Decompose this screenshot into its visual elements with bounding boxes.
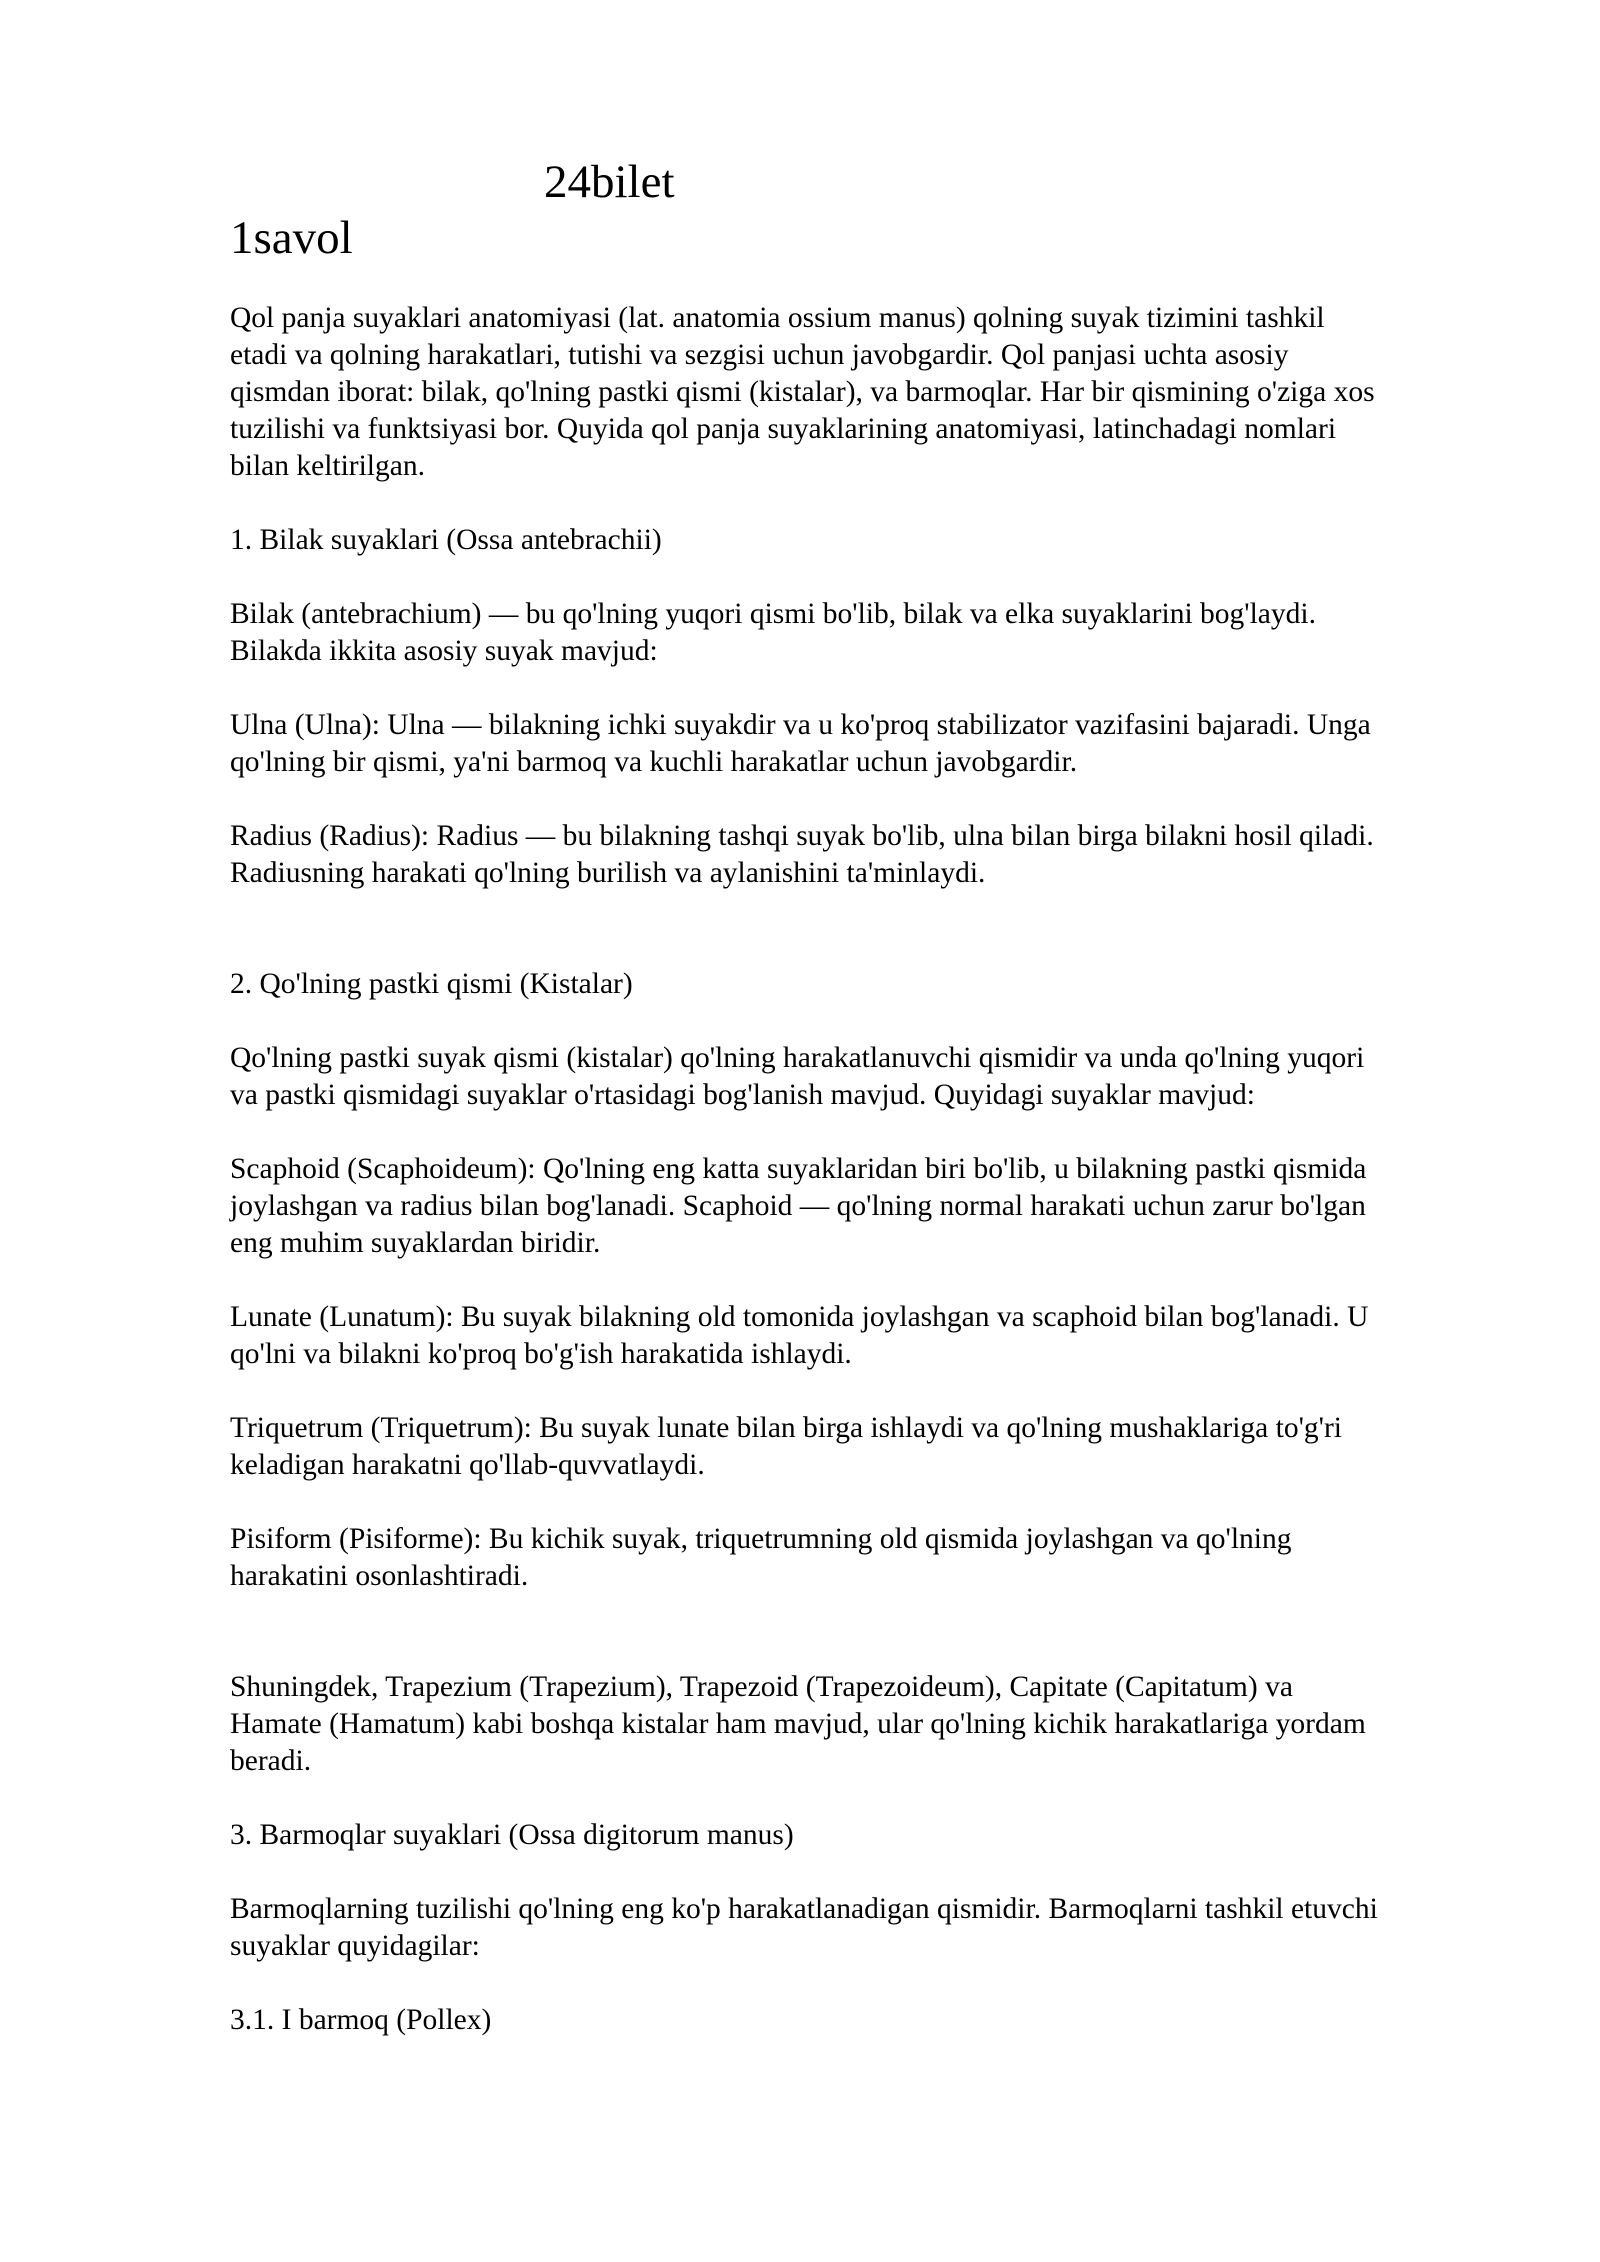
text-line: qismdan iborat: bilak, qo'lning pastki qismi (kistalar), va barmoqlar. Har bir qismining o'ziga xos bbox=[230, 376, 1375, 408]
subsection-3-1-heading: 3.1. I barmoq (Pollex) bbox=[230, 2004, 492, 2036]
document-body bbox=[230, 300, 1530, 2039]
lunate-paragraph bbox=[230, 1299, 1530, 1373]
section-1-heading: 1. Bilak suyaklari (Ossa antebrachii) bbox=[230, 524, 662, 556]
text-line: Qo'lning pastki suyak qismi (kistalar) qo'lning harakatlanuvchi qismidir va unda qo'lning yuqori bbox=[230, 1042, 1365, 1074]
section-3-intro bbox=[230, 1891, 1530, 1965]
savol-title: 1savol bbox=[230, 212, 353, 264]
section-3-heading: 3. Barmoqlar suyaklari (Ossa digitorum manus) bbox=[230, 1819, 794, 1851]
text-line: Barmoqlarning tuzilishi qo'lning eng ko'p harakatlanadigan qismidir. Barmoqlarni tashkil etuvchi bbox=[230, 1893, 1378, 1925]
text-line: qo'lni va bilakni ko'proq bo'g'ish harakatida ishlaydi. bbox=[230, 1338, 852, 1370]
pisiform-paragraph bbox=[230, 1521, 1530, 1595]
text-line: tuzilishi va funktsiyasi bor. Quyida qol panja suyaklarining anatomiyasi, latinchadagi nomlari bbox=[230, 413, 1337, 445]
text-line: Shuningdek, Trapezium (Trapezium), Trapezoid (Trapezoideum), Capitate (Capitatum) va bbox=[230, 1671, 1293, 1703]
scaphoid-paragraph bbox=[230, 1151, 1530, 1262]
text-line: Bilak (antebrachium) — bu qo'lning yuqori qismi bo'lib, bilak va elka suyaklarini bog'laydi. bbox=[230, 598, 1316, 630]
other-carpals-paragraph bbox=[230, 1669, 1530, 1780]
text-line: Bilakda ikkita asosiy suyak mavjud: bbox=[230, 635, 658, 667]
triquetrum-paragraph bbox=[230, 1410, 1530, 1484]
text-line: Lunate (Lunatum): Bu suyak bilakning old tomonida joylashgan va scaphoid bilan bog'lanadi. U bbox=[230, 1301, 1369, 1333]
text-line: Scaphoid (Scaphoideum): Qo'lning eng katta suyaklaridan biri bo'lib, u bilakning pastki qismida bbox=[230, 1153, 1367, 1185]
text-line: va pastki qismidagi suyaklar o'rtasidagi bog'lanish mavjud. Quyidagi suyaklar mavjud: bbox=[230, 1079, 1255, 1111]
section-2-intro bbox=[230, 1040, 1530, 1114]
ulna-paragraph bbox=[230, 707, 1530, 781]
text-line: etadi va qolning harakatlari, tutishi va sezgisi uchun javobgardir. Qol panjasi uchta asosiy bbox=[230, 339, 1289, 371]
text-line: Hamate (Hamatum) kabi boshqa kistalar ham mavjud, ular qo'lning kichik harakatlariga yordam bbox=[230, 1708, 1366, 1740]
text-line: Radiusning harakati qo'lning burilish va aylanishini ta'minlaydi. bbox=[230, 857, 986, 889]
text-line: Triquetrum (Triquetrum): Bu suyak lunate bilan birga ishlaydi va qo'lning mushaklariga to'g'ri bbox=[230, 1412, 1342, 1444]
text-line: harakatini osonlashtiradi. bbox=[230, 1560, 529, 1592]
text-line: Qol panja suyaklari anatomiyasi (lat. anatomia ossium manus) qolning suyak tizimini tashkil bbox=[230, 302, 1325, 334]
intro-paragraph bbox=[230, 300, 1530, 485]
text-line: suyaklar quyidagilar: bbox=[230, 1930, 480, 1962]
text-line: Radius (Radius): Radius — bu bilakning tashqi suyak bo'lib, ulna bilan birga bilakni hosil qiladi. bbox=[230, 820, 1374, 852]
text-line: Pisiform (Pisiforme): Bu kichik suyak, triquetrumning old qismida joylashgan va qo'lning bbox=[230, 1523, 1292, 1555]
text-line: beradi. bbox=[230, 1745, 312, 1777]
radius-paragraph bbox=[230, 818, 1530, 892]
section-1-intro bbox=[230, 596, 1530, 670]
text-line: bilan keltirilgan. bbox=[230, 450, 425, 482]
text-line: eng muhim suyaklardan biridir. bbox=[230, 1227, 601, 1259]
text-line: joylashgan va radius bilan bog'lanadi. Scaphoid — qo'lning normal harakati uchun zarur bo'lgan bbox=[230, 1190, 1366, 1222]
text-line: keladigan harakatni qo'llab-quvvatlaydi. bbox=[230, 1449, 705, 1481]
text-line: qo'lning bir qismi, ya'ni barmoq va kuchli harakatlar uchun javobgardir. bbox=[230, 746, 1078, 778]
bilet-title: 24bilet bbox=[544, 156, 675, 208]
section-2-heading: 2. Qo'lning pastki qismi (Kistalar) bbox=[230, 968, 633, 1000]
text-line: Ulna (Ulna): Ulna — bilakning ichki suyakdir va u ko'proq stabilizator vazifasini bajaradi. Unga bbox=[230, 709, 1371, 741]
